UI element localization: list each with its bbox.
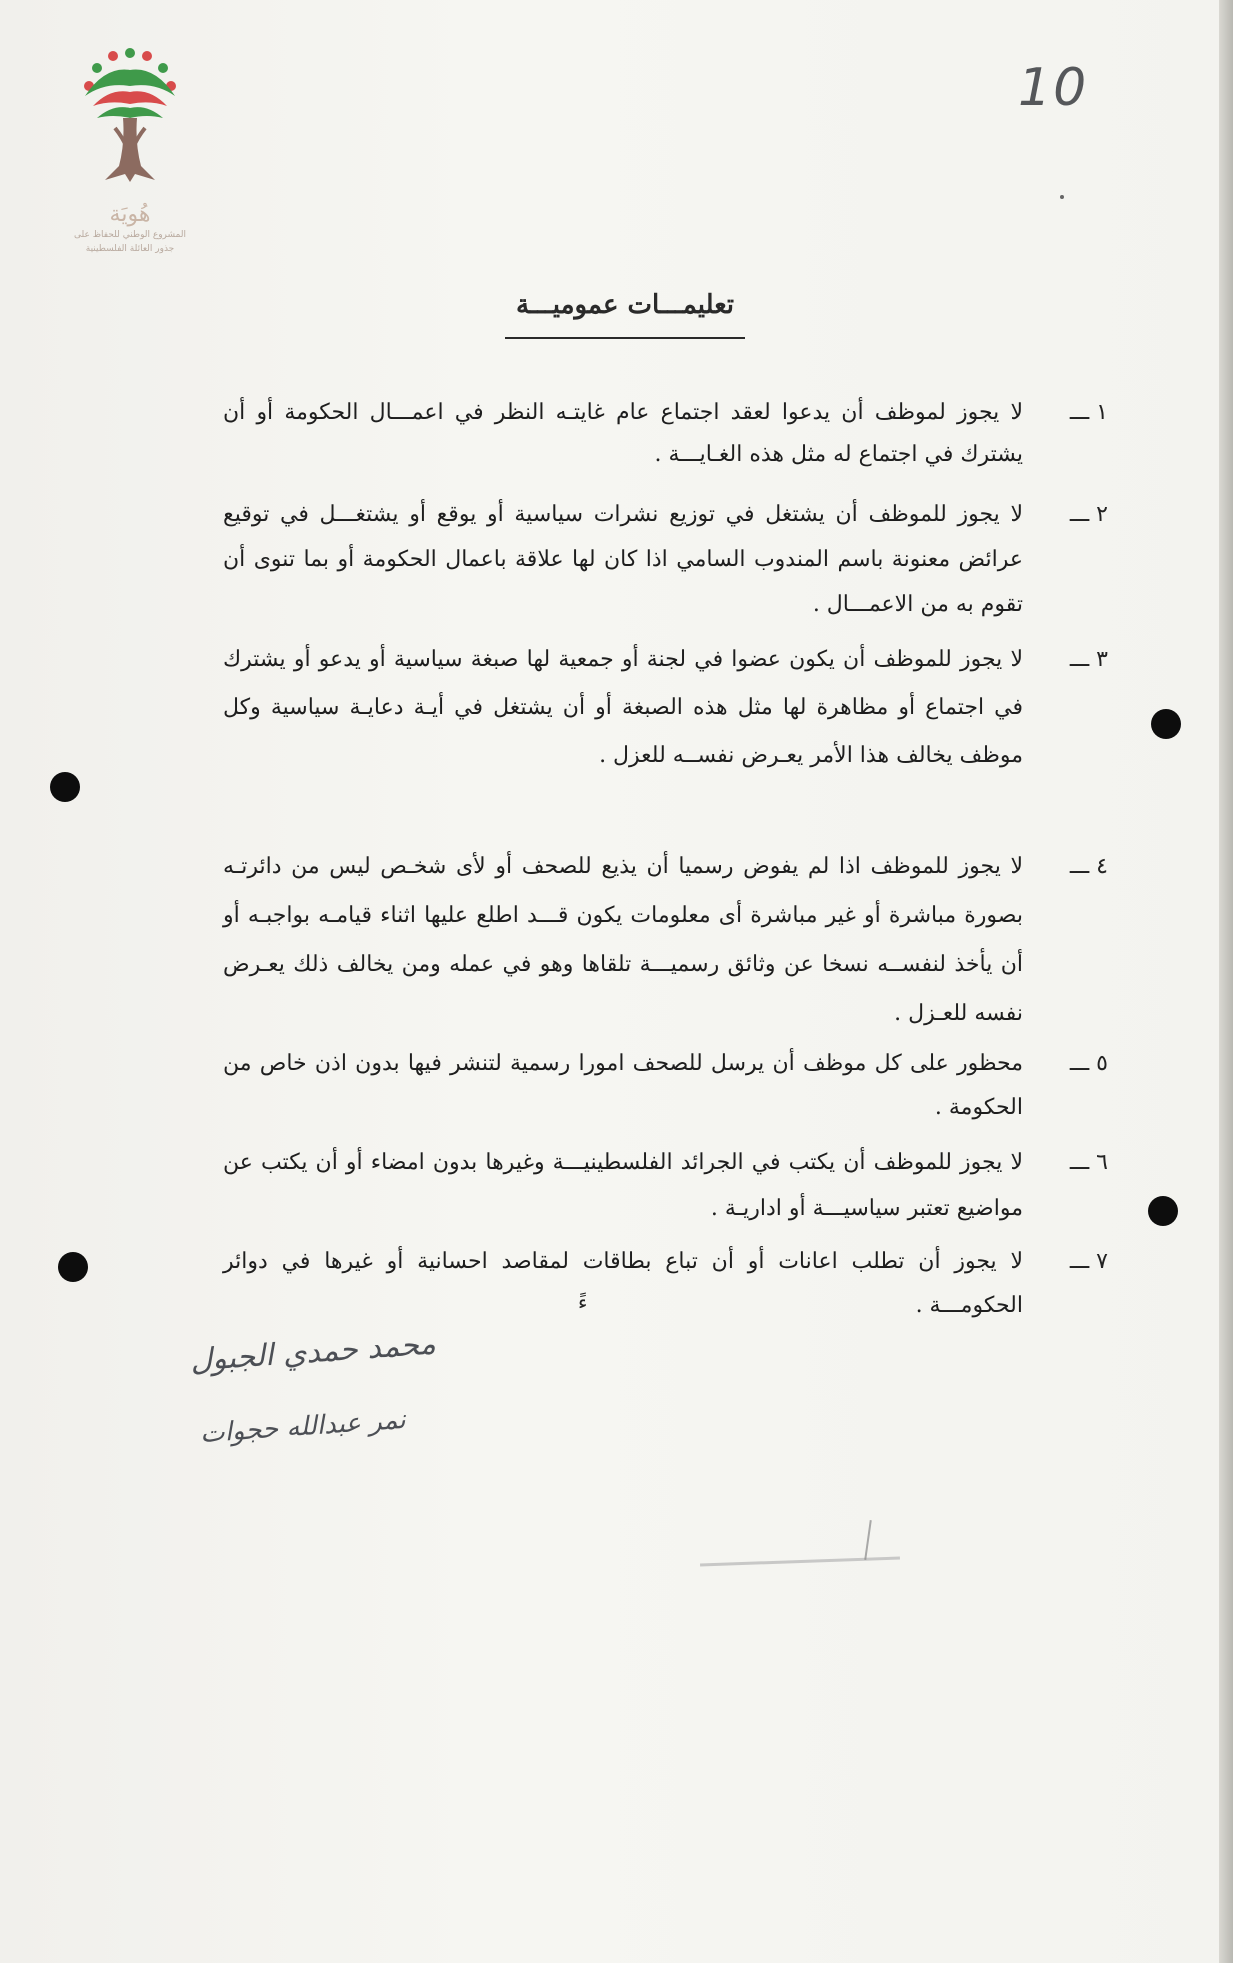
item-number: ٧ ـــ xyxy=(1069,1249,1108,1274)
logo-wordmark: هُويَة xyxy=(109,202,151,227)
signature-2: نمر عبدالله حجوات xyxy=(199,1404,407,1450)
page-title: تعليمـــات عموميـــة xyxy=(515,290,735,320)
huwiya-logo xyxy=(70,48,190,278)
item-number: ٢ ـــ xyxy=(1069,502,1108,527)
item-number: ٤ ـــ xyxy=(1069,854,1108,879)
ink-speck xyxy=(1060,195,1064,199)
item-number: ٦ ـــ xyxy=(1069,1150,1108,1175)
title-underline xyxy=(505,337,745,339)
item-text: لا يجوز للموظف أن يشتغل في توزيع نشرات سياسية أو يوقع أو يشتغـــل في توقيع عرائض معنونة باسم المندوب السامي اذا كان لها علاقة باعمال الحكومة أو بما تنوى أن تقوم به من الاعمـــال . xyxy=(223,502,1023,617)
page-edge xyxy=(1219,0,1233,1963)
item-number: ١ ـــ xyxy=(1069,400,1108,425)
instruction-item-5 xyxy=(223,1042,1108,1130)
instruction-item-6 xyxy=(223,1140,1108,1232)
pencil-stroke xyxy=(864,1520,872,1560)
item-text: لا يجوز للموظف أن يكتب في الجرائد الفلسطينيـــة وغيرها بدون امضاء أو أن يكتب عن مواضيع تعتبر سياسيـــة أو اداريـة . xyxy=(223,1150,1023,1221)
item-text: محظور على كل موظف أن يرسل للصحف امورا رسمية لتنشر فيها بدون اذن خاص من الحكومة . xyxy=(223,1051,1023,1120)
instruction-item-3 xyxy=(223,636,1108,780)
instruction-item-2 xyxy=(223,492,1108,627)
signature-1: محمد حمدي الجبول xyxy=(189,1326,437,1379)
item-text: لا يجوز للموظف أن يكون عضوا في لجنة أو جمعية لها صبغة سياسية أو يدعو أو يشترك في اجتماع أو مظاهرة لها مثل هذه الصبغة أو أن يشتغل في أيـة دعايـة سياسية وكل موظف يخالف هذا الأمر يعـرض نفســه للعزل . xyxy=(223,647,1023,768)
stray-mark: ءً xyxy=(578,1290,588,1314)
punch-hole xyxy=(50,772,80,802)
logo-tagline-1: المشروع الوطني للحفاظ على xyxy=(73,230,186,240)
punch-hole xyxy=(1151,709,1181,739)
logo-tagline-2: جذور العائلة الفلسطينية xyxy=(85,244,175,254)
instruction-item-4 xyxy=(223,842,1108,1038)
family-tree-icon xyxy=(75,48,185,198)
pencil-mark xyxy=(700,1557,900,1567)
instruction-item-1 xyxy=(223,392,1108,476)
instruction-item-7 xyxy=(223,1240,1108,1328)
item-number: ٥ ـــ xyxy=(1069,1051,1108,1076)
item-text: لا يجوز لموظف أن يدعوا لعقد اجتماع عام غايتـه النظر في اعمـــال الحكومة أو أن يشترك في اجتماع له مثل هذه الغـايـــة . xyxy=(223,400,1023,467)
item-text: لا يجوز أن تطلب اعانات أو أن تباع بطاقات لمقاصد احسانية أو غيرها في دوائر الحكومـــة . xyxy=(223,1249,1023,1318)
punch-hole xyxy=(1148,1196,1178,1226)
item-number: ٣ ـــ xyxy=(1069,647,1108,672)
page-number: 10 xyxy=(1018,58,1089,118)
punch-hole xyxy=(58,1252,88,1282)
item-text: لا يجوز للموظف اذا لم يفوض رسميا أن يذيع للصحف أو لأى شخـص ليس من دائرتـه بصورة مباشرة أو غير مباشرة أى معلومات يكون قـــد اطلع عليها اثناء قيامـه بواجبـه أو أن يأخذ لنفســه نسخا عن وثائق رسميـــة تلقاها وهو في عمله ومن يخالف ذلك يعـرض نفسه للعـزل . xyxy=(223,854,1023,1026)
